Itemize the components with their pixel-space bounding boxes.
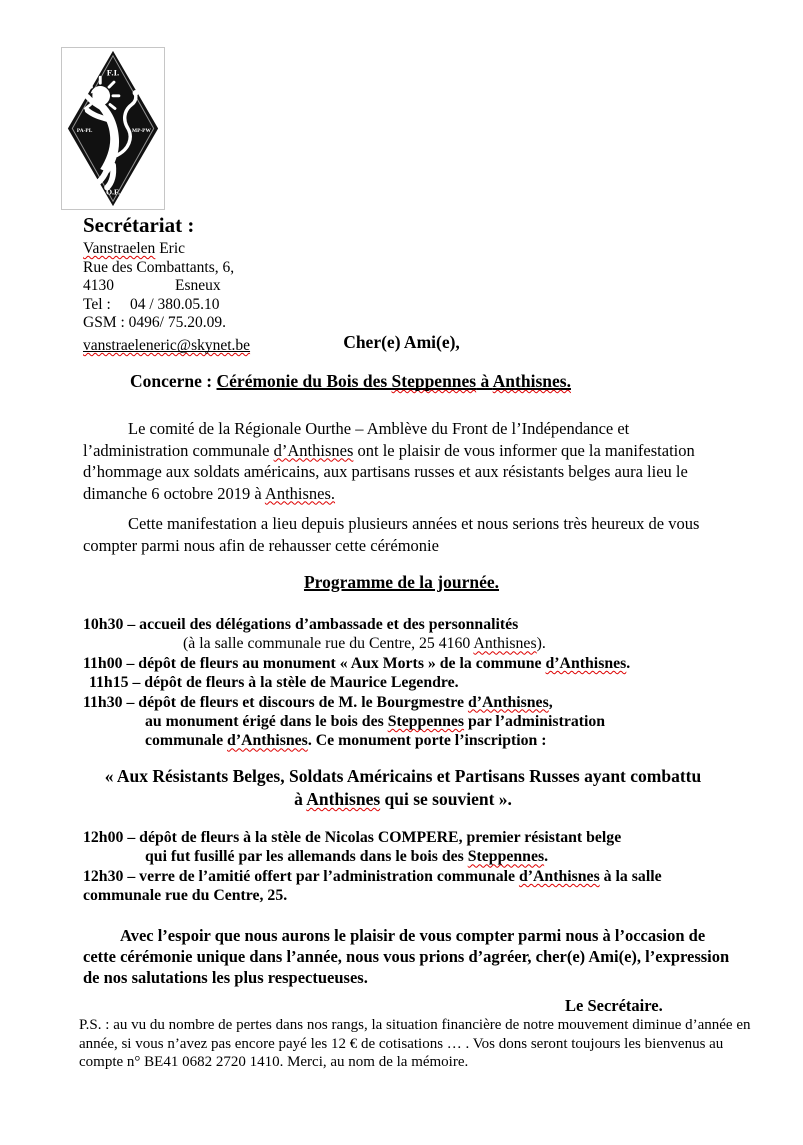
phone-line: Tel : 04 / 380.05.10 bbox=[83, 295, 220, 313]
programme-item-11h30: 11h30 – dépôt de fleurs et discours de M. le Bourgmestre d’Anthisnes, bbox=[83, 693, 553, 711]
programme-item-11h15: 11h15 – dépôt de fleurs à la stèle de Maurice Legendre. bbox=[89, 674, 459, 692]
logo-bottom-label: O.F. bbox=[105, 187, 121, 197]
logo-right-label: MP-PW bbox=[132, 127, 151, 134]
programme-item-10h30: 10h30 – accueil des délégations d’ambassade et des personnalités bbox=[83, 616, 519, 633]
programme-item-location: (à la salle communale rue du Centre, 25 4160 Anthisnes). bbox=[183, 635, 546, 653]
secretariat-heading: Secrétariat : bbox=[83, 213, 195, 237]
monument-inscription: « Aux Résistants Belges, Soldats Américains et Partisans Russes ayant combattu à Anthisnes qui se souvient ». bbox=[104, 766, 702, 809]
gsm-line: GSM : 0496/ 75.20.09. bbox=[83, 314, 226, 332]
programme-item-12h30-cont: communale rue du Centre, 25. bbox=[83, 887, 288, 905]
closing-paragraph: Avec l’espoir que nous aurons le plaisir de vous compter parmi nous à l’occasion de cette cérémonie unique dans l’année, nous vous prions d’agréer, cher(e) Ami(e), l’expression de nos salutations les plus respectueuses. bbox=[83, 926, 730, 987]
programme-item-12h00-cont: qui fut fusillé par les allemands dans le bois des Steppennes. bbox=[145, 848, 549, 866]
signature: Le Secrétaire. bbox=[565, 996, 663, 1015]
street-address: Rue des Combattants, 6, bbox=[83, 258, 235, 276]
programme-item-11h00: 11h00 – dépôt de fleurs au monument « Aux Morts » de la commune d’Anthisnes. bbox=[83, 654, 631, 672]
second-paragraph: Cette manifestation a lieu depuis plusieurs années et nous serions très heureux de vous compter parmi nous afin de rehausser cette cérémonie bbox=[83, 514, 700, 555]
programme-list-continued bbox=[83, 828, 748, 906]
programme-item-12h30: 12h30 – verre de l’amitié offert par l’administration communale d’Anthisnes à la salle bbox=[83, 867, 662, 885]
programme-item-11h30-cont1: au monument érigé dans le bois des Steppennes par l’administration bbox=[145, 713, 606, 731]
secretary-name: Vanstraelen Eric bbox=[83, 240, 186, 257]
logo-left-label: PA-PL bbox=[76, 127, 93, 134]
email-link[interactable]: vanstraeleneric@skynet.be bbox=[83, 336, 251, 354]
subject-line: Concerne : Cérémonie du Bois des Steppennes à Anthisnes. bbox=[130, 371, 571, 391]
programme-list bbox=[83, 615, 748, 751]
logo-top-label: F.I. bbox=[106, 67, 120, 78]
programme-item-12h00: 12h00 – dépôt de fleurs à la stèle de Nicolas COMPERE, premier résistant belge bbox=[83, 829, 622, 846]
fi-logo bbox=[61, 47, 165, 210]
programme-heading: Programme de la journée. bbox=[303, 572, 500, 592]
intro-paragraph: Le comité de la Régionale Ourthe – Amblève du Front de l’Indépendance et l’administration communale d’Anthisnes ont le plaisir de vous informer que la manifestation d’hommage aux soldats américains, aux partisans russes et aux résistants belges aura lieu le dimanche 6 octobre 2019 à Anthisnes. bbox=[83, 419, 695, 503]
postscript: P.S. : au vu du nombre de pertes dans nos rangs, la situation financière de notre mouvement diminue d’année en année, si vous n’avez pas encore payé les 12 € de cotisations … . Vos dons seront toujours les bienvenus au compte n° BE41 0682 2720 1410. Merci, au nom de la mémoire. bbox=[79, 1017, 751, 1071]
city-line: 4130 Esneux bbox=[83, 277, 221, 295]
programme-item-11h30-cont2: communale d’Anthisnes. Ce monument porte l’inscription : bbox=[145, 732, 547, 750]
lion-rampant-icon bbox=[62, 48, 164, 209]
salutation: Cher(e) Ami(e), bbox=[343, 332, 460, 352]
